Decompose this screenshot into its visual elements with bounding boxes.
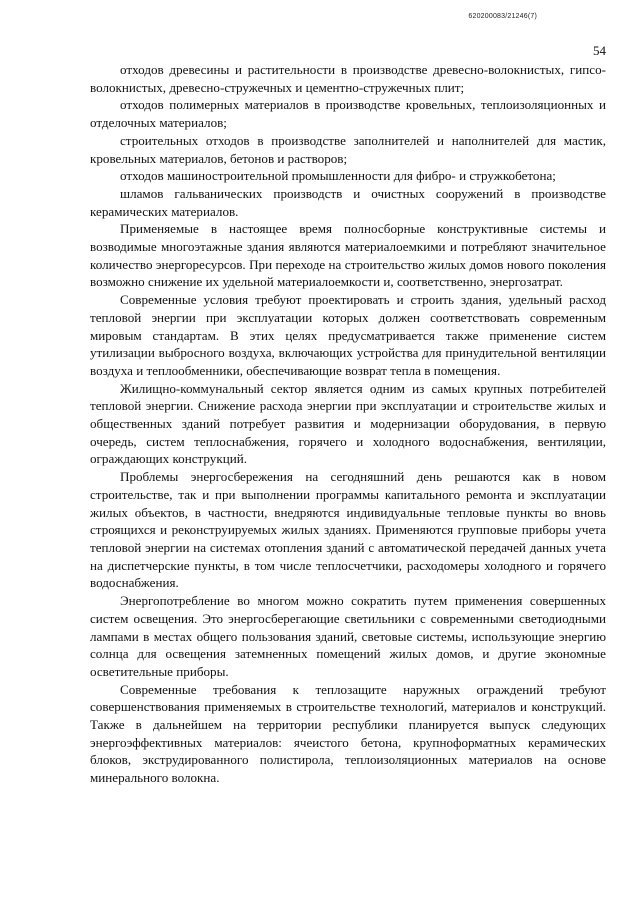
page-number: 54: [593, 43, 606, 58]
paragraph: шламов гальванических производств и очистных сооружений в производстве керамических материалов.: [90, 185, 606, 219]
document-body: [90, 61, 606, 787]
paragraph: Современные требования к теплозащите наружных ограждений требуют совершенствования применяемых в строительстве технологий, материалов и конструкций. Также в дальнейшем на территории республики планируется выпуск следующих энергоэффективных материалов: ячеистого бетона, крупноформатных керамических блоков, экструдированного полистирола, теплоизоляционных материалов на основе минерального волокна.: [90, 681, 606, 786]
paragraph: Энергопотребление во многом можно сократить путем применения совершенных систем освещения. Это энергосберегающие светильники с современными светодиодными лампами в местах общего пользования зданий, световые системы, использующие энергию солнца для освещения затемненных помещений жилых домов, и другие экономные осветительные приборы.: [90, 593, 606, 679]
paragraph: Проблемы энергосбережения на сегодняшний день решаются как в новом строительстве, так и при выполнении программы капитального ремонта и эксплуатации жилых объектов, в частности, внедряются индивидуальные тепловые пункты во вновь строящихся и реконструируемых жилых зданиях. Применяются групповые приборы учета тепловой энергии на системах отопления зданий с автоматической передачей данных учета на диспетчерские пункты, в том числе теплосчетчики, расходомеры холодного и горячего водоснабжения.: [90, 469, 606, 591]
paragraph: строительных отходов в производстве заполнителей и наполнителей для мастик, кровельных материалов, бетонов и растворов;: [90, 132, 606, 166]
paragraph: Современные условия требуют проектировать и строить здания, удельный расход тепловой энергии при эксплуатации которых должен соответствовать современным мировым стандартам. В этих целях предусматривается также применение систем утилизации выбросного воздуха, включающих устройства для принудительной вентиляции воздуха и теплообменники, обеспечивающие возврат тепла в помещения.: [90, 292, 606, 378]
paragraph: отходов полимерных материалов в производстве кровельных, теплоизоляционных и отделочных материалов;: [90, 97, 606, 131]
paragraph: отходов древесины и растительности в производстве древесно-волокнистых, гипсо-волокнистых, древесно-стружечных и цементно-стружечных плит;: [90, 62, 606, 95]
document-id: 620200083/21246(7): [468, 13, 537, 20]
paragraph: Применяемые в настоящее время полносборные конструктивные системы и возводимые многоэтажные здания являются материалоемкими и потребляют значительное количество энергоресурсов. При переходе на строительство жилых домов нового поколения возможно снижение их удельной материалоемкости и, соответственно, энергозатрат.: [90, 221, 606, 290]
paragraph: отходов машиностроительной промышленности для фибро- и стружкобетона;: [120, 168, 556, 184]
paragraph: Жилищно-коммунальный сектор является одним из самых крупных потребителей тепловой энергии. Снижение расхода энергии при эксплуатации и строительстве жилых и общественных зданий потребует развития и модернизации оборудования, в первую очередь, систем теплоснабжения, горячего и холодного водоснабжения, вентиляции, ограждающих конструкций.: [90, 380, 606, 467]
